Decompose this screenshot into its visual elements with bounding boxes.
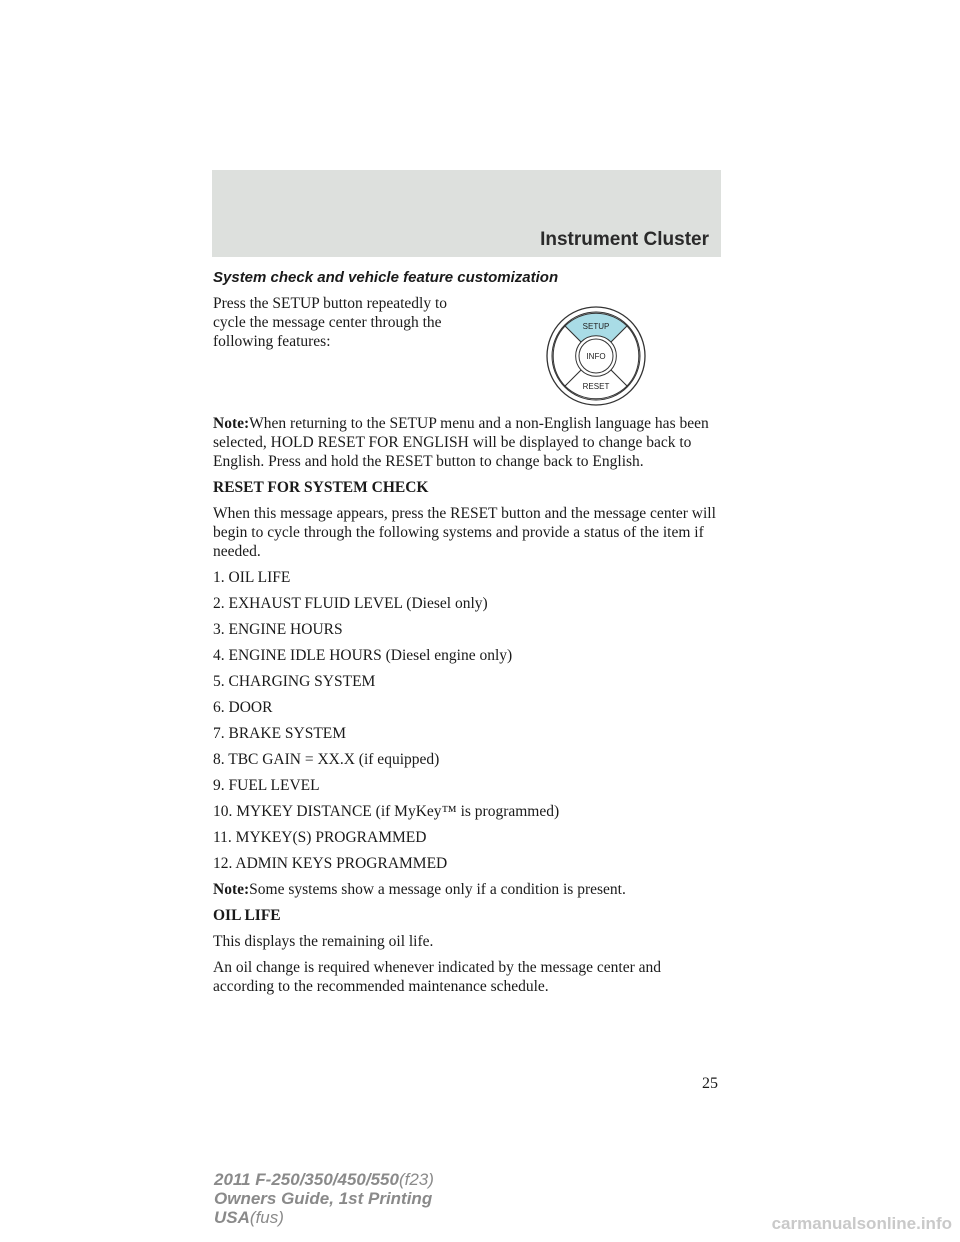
list-item: 1. OIL LIFE bbox=[213, 569, 291, 586]
footer-print-info bbox=[214, 1170, 434, 1227]
footer-market-code: (fus) bbox=[249, 1208, 284, 1227]
note-text: Some systems show a message only if a condition is present. bbox=[249, 881, 626, 898]
note-label: Note: bbox=[213, 415, 250, 432]
list-item: 3. ENGINE HOURS bbox=[213, 621, 343, 638]
footer-model-code: (f23) bbox=[398, 1170, 434, 1189]
list-item: 11. MYKEY(S) PROGRAMMED bbox=[213, 829, 427, 846]
list-item: 6. DOOR bbox=[213, 699, 273, 716]
list-item: 8. TBC GAIN = XX.X (if equipped) bbox=[213, 751, 440, 768]
note-paragraph bbox=[213, 880, 723, 899]
section-title: Instrument Cluster bbox=[540, 229, 709, 250]
oil-life-heading: OIL LIFE bbox=[213, 907, 281, 924]
list-item: 4. ENGINE IDLE HOURS (Diesel engine only) bbox=[213, 647, 513, 664]
reset-label: RESET bbox=[582, 382, 610, 391]
header-band bbox=[212, 170, 721, 257]
list-item: 7. BRAKE SYSTEM bbox=[213, 725, 347, 742]
section-subheading: System check and vehicle feature customization bbox=[213, 269, 559, 286]
steering-wheel-control-dial bbox=[545, 305, 647, 407]
setup-label: SETUP bbox=[582, 322, 610, 331]
note-label: Note: bbox=[213, 881, 250, 898]
oil-life-paragraph: This displays the remaining oil life. bbox=[213, 933, 434, 950]
list-item: 12. ADMIN KEYS PROGRAMMED bbox=[213, 855, 448, 872]
system-check-list bbox=[213, 568, 723, 873]
note-paragraph bbox=[213, 414, 723, 471]
footer-model: 2011 F-250/350/450/550 bbox=[214, 1170, 399, 1189]
list-item: 9. FUEL LEVEL bbox=[213, 777, 320, 794]
footer-market: USA bbox=[214, 1208, 250, 1227]
page-number: 25 bbox=[702, 1075, 718, 1092]
intro-paragraph: Press the SETUP button repeatedly to cycle the message center through the following features: bbox=[213, 295, 448, 350]
oil-change-paragraph: An oil change is required whenever indicated by the message center and according to the recommended maintenance schedule. bbox=[213, 959, 662, 995]
watermark: carmanualsonline.info bbox=[771, 1214, 952, 1233]
list-item: 5. CHARGING SYSTEM bbox=[213, 673, 376, 690]
reset-heading: RESET FOR SYSTEM CHECK bbox=[213, 479, 429, 496]
list-item: 10. MYKEY DISTANCE (if MyKey™ is programmed) bbox=[213, 803, 560, 820]
info-label: INFO bbox=[586, 352, 606, 361]
footer-printing: Owners Guide, 1st Printing bbox=[214, 1189, 433, 1208]
reset-paragraph: When this message appears, press the RESET button and the message center will begin to cycle through the following systems and provide a status of the item if needed. bbox=[213, 505, 716, 560]
list-item: 2. EXHAUST FLUID LEVEL (Diesel only) bbox=[213, 595, 488, 612]
note-text: When returning to the SETUP menu and a non-English language has been selected, HOLD RESET FOR ENGLISH will be displayed to change back to English. Press and hold the RESET button to change back to English. bbox=[213, 415, 709, 470]
